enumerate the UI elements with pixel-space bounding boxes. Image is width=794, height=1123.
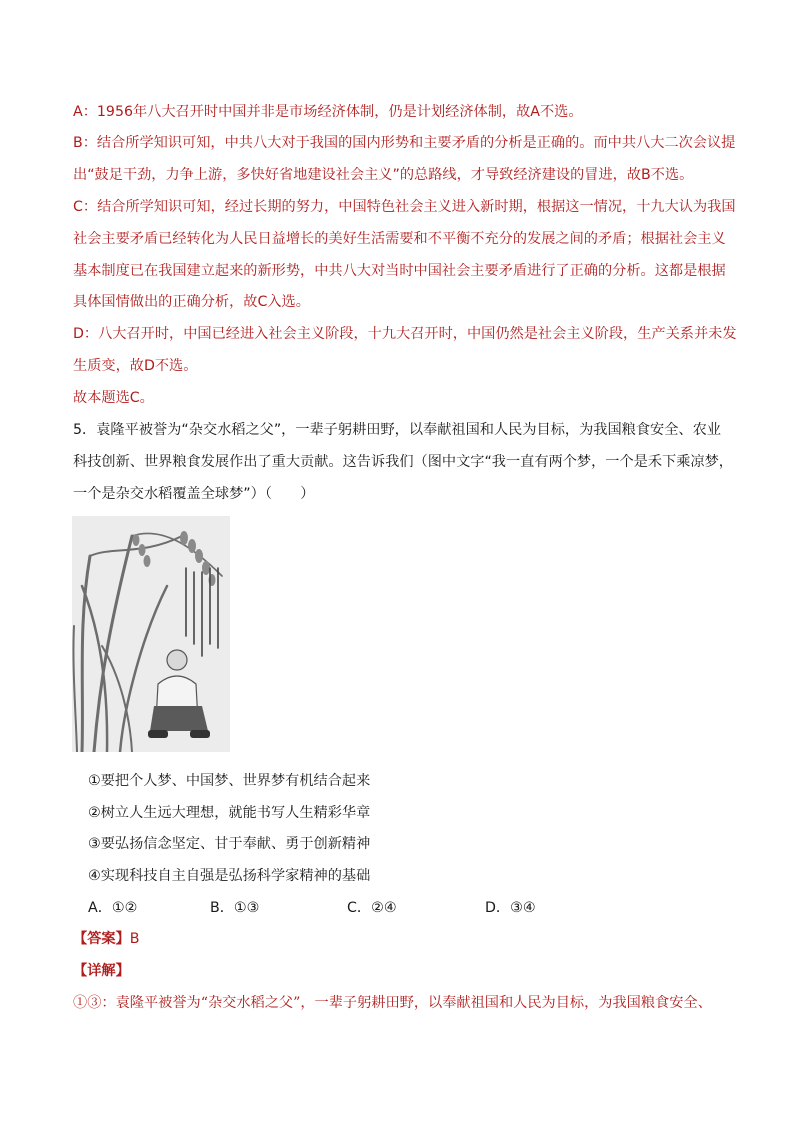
question-stem-line1: 5．袁隆平被誉为“杂交水稻之父”，一辈子躬耕田野，以奉献祖国和人民为目标，为我国粮食安全、农业	[73, 422, 721, 438]
choice-c: C．②④	[347, 900, 397, 916]
option-1: ①要把个人梦、中国梦、世界梦有机结合起来	[88, 773, 371, 789]
detail-line1: ①③：袁隆平被誉为“杂交水稻之父”，一辈子躬耕田野，以奉献祖国和人民为目标，为我国粮食安全、	[73, 995, 712, 1011]
answer-row	[73, 929, 140, 949]
analysis-option-c-line3: 基本制度已在我国建立起来的新形势，中共八大对当时中国社会主要矛盾进行了正确的分析。这都是根据	[73, 263, 726, 279]
option-2: ②树立人生远大理想，就能书写人生精彩华章	[88, 805, 371, 821]
option-3: ③要弘扬信念坚定、甘于奉献、勇于创新精神	[88, 836, 371, 852]
choice-d: D．③④	[485, 900, 536, 916]
choice-a: A．①②	[88, 900, 138, 916]
yuan-longping-illustration	[72, 516, 230, 752]
choice-b: B．①③	[210, 900, 260, 916]
detail-label-row	[73, 961, 130, 981]
analysis-option-d-line2: 生质变，故D不选。	[73, 358, 198, 374]
analysis-option-c-line2: 社会主要矛盾已经转化为人民日益增长的美好生活需要和不平衡不充分的发展之间的矛盾；根据社会主义	[73, 231, 726, 247]
answer-value: B	[129, 931, 140, 947]
analysis-option-b-line2: 出“鼓足干劲，力争上游，多快好省地建设社会主义”的总路线，才导致经济建设的冒进，故B不选。	[73, 167, 694, 183]
analysis-option-a: A：1956年八大召开时中国并非是市场经济体制，仍是计划经济体制，故A不选。	[73, 104, 583, 120]
detail-label: 【详解】	[73, 963, 130, 979]
analysis-conclusion: 故本题选C。	[73, 390, 154, 406]
answer-label: 【答案】	[73, 931, 130, 947]
analysis-option-b-line1: B：结合所学知识可知，中共八大对于我国的国内形势和主要矛盾的分析是正确的。而中共八大二次会议提	[73, 135, 736, 151]
question-stem-line2: 科技创新、世界粮食发展作出了重大贡献。这告诉我们（图中文字“我一直有两个梦，一个是禾下乘凉梦，	[73, 454, 733, 470]
question-stem-line3: 一个是杂交水稻覆盖全球梦”）（ ）	[73, 486, 315, 502]
option-4: ④实现科技自主自强是弘扬科学家精神的基础	[88, 868, 371, 884]
analysis-option-c-line4: 具体国情做出的正确分析，故C入选。	[73, 294, 310, 310]
analysis-option-d-line1: D：八大召开时，中国已经进入社会主义阶段，十九大召开时，中国仍然是社会主义阶段，生产关系并未发	[73, 326, 737, 342]
analysis-option-c-line1: C：结合所学知识可知，经过长期的努力，中国特色社会主义进入新时期，根据这一情况，十九大认为我国	[73, 199, 736, 215]
